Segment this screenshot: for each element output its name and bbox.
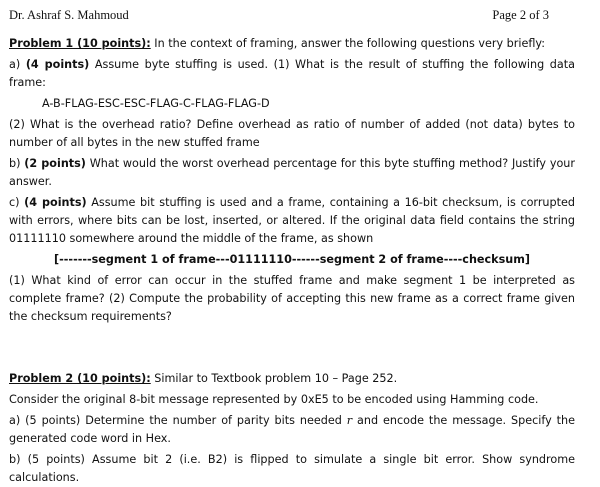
problem2-line1: Consider the original 8-bit message represented by 0xE5 to be encoded using Hamming code. — [9, 393, 539, 406]
problem2-part-a — [9, 412, 575, 448]
header-page-number: Page 2 of 3 — [492, 8, 549, 22]
problem2-heading — [9, 370, 575, 388]
p2-part-a-var: r — [346, 414, 353, 427]
part-b-label: b) — [9, 157, 25, 170]
problem1-part-c — [9, 194, 575, 248]
part-a-points: (4 points) — [25, 58, 90, 71]
problem2-title: Problem 2 (10 points): — [9, 372, 151, 385]
byte-frame-example: A-B-FLAG-ESC-ESC-FLAG-C-FLAG-FLAG-D — [42, 97, 270, 110]
problem1-part-c2: (1) What kind of error can occur in the stuffed frame and make segment 1 be interpreted as complete frame? (2) Compute the probability of accepting this new frame as a correct frame given the checksum requirements? — [9, 274, 575, 323]
part-c-label: c) — [9, 196, 25, 209]
bit-frame-diagram: [-------segment 1 of frame---01111110------segment 2 of frame----checksum] — [54, 253, 530, 266]
part-b-points: (2 points) — [24, 157, 86, 170]
problem1-part-a2: (2) What is the overhead ratio? Define overhead as ratio of number of added (not data) bytes to number of all bytes in the new stuffed frame — [9, 118, 575, 149]
part-a-text: Assume byte stuffing is used. (1) What is the result of stuffing the following data frame: — [9, 58, 576, 89]
problem1-part-b — [9, 155, 575, 191]
p2-part-a-post: and encode the message. Specify the generated code word in Hex. — [9, 414, 575, 445]
header-author: Dr. Ashraf S. Mahmoud — [9, 8, 129, 22]
section-spacer — [9, 326, 575, 370]
p2-part-a-pre: a) (5 points) Determine the number of parity bits needed — [9, 414, 347, 427]
problem2-intro: Similar to Textbook problem 10 – Page 252. — [150, 372, 398, 385]
problem1-title: Problem 1 (10 points): — [9, 37, 151, 50]
problem1-heading — [9, 35, 575, 53]
part-b-text: What would the worst overhead percentage for this byte stuffing method? Justify your answer. — [9, 157, 575, 188]
part-c-text: Assume bit stuffing is used and a frame, containing a 16-bit checksum, is corrupted with errors, where bits can be lost, inserted, or altered. If the original data field contains the string 01111110 somewhere around the middle of the frame, as shown — [9, 196, 575, 245]
part-c-points: (4 points) — [24, 196, 87, 209]
part-a-label: a) — [9, 58, 26, 71]
document-body — [9, 35, 575, 487]
problem1-intro: In the context of framing, answer the following questions very briefly: — [150, 37, 545, 50]
problem2-part-b: b) (5 points) Assume bit 2 (i.e. B2) is flipped to simulate a single bit error. Show syndrome calculations. — [9, 453, 575, 484]
problem1-part-a — [9, 56, 575, 92]
